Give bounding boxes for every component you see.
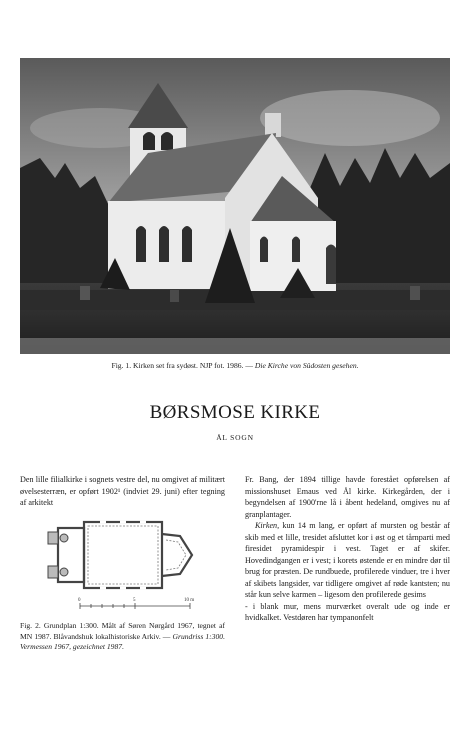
figure-2-caption-text: Fig. 2. Grundplan 1:300. Målt af Søren Nørgård 1967, tegnet af MN 1987. Blåvandshuk lokalhistoriske Arkiv. — xyxy=(20,621,225,641)
left-column xyxy=(20,474,225,509)
right-paragraph-1: Fr. Bang, der 1894 tillige havde forestået opførelsen af missionshuset Emaus ved Ål kirke. Kirkegården, der i begyndelsen af 1900'rne lå i åbent hedeland, omgives nu af granplantager. xyxy=(245,475,450,519)
page-title: BØRSMOSE KIRKE xyxy=(149,402,321,423)
figure-2-caption-german: Grundriss 1:300. Vermessen 1967, gezeichnet 1987. xyxy=(20,631,226,651)
right-paragraph-2-text: kun 14 m lang, er opført af mursten og består af skib med et lille, tresidet afsluttet kor i øst og et tårnparti med firesidet pyramidespir i vest. Taget er af skifer. Hovedindgangen er i vest; i korets østende er en mindre dør til brug for præsten. De rundbuede, profilerede vinduer, tre i hver af skibets langsider, var tidligere omgivet af røde kantsten; nu står kun selve karmen – ligesom den profilerede gesims xyxy=(245,521,450,599)
right-paragraph-3: - i blank mur, mens murværket overalt ude og inde er hvidkalket. Vestdøren har tympanonfelt xyxy=(245,601,450,622)
figure-1-caption-text: Fig. 1. Kirken set fra sydøst. NJP fot. 1986. — xyxy=(111,361,255,370)
scale-label-0: 0 xyxy=(78,598,81,603)
parish-subtitle: ÅL SOGN xyxy=(216,433,254,442)
figure-2-caption xyxy=(20,621,225,653)
intro-paragraph: Den lille filialkirke i sognets vestre del, nu omgivet af militært øvelsesterræn, er opført 1902¹ (indviet 29. juni) efter tegning af arkitekt xyxy=(20,475,225,507)
church-photo xyxy=(20,58,450,354)
scale-label-5: 5 xyxy=(133,598,136,603)
scale-label-10: 10 m xyxy=(184,598,195,603)
right-column xyxy=(245,474,450,624)
kirken-lead-word: Kirken, xyxy=(255,521,280,530)
right-paragraph-2 xyxy=(245,520,450,601)
figure-1-caption-german: Die Kirche von Südosten gesehen. xyxy=(254,361,359,370)
figure-1-caption xyxy=(20,361,450,371)
floor-plan-drawing xyxy=(40,510,215,618)
